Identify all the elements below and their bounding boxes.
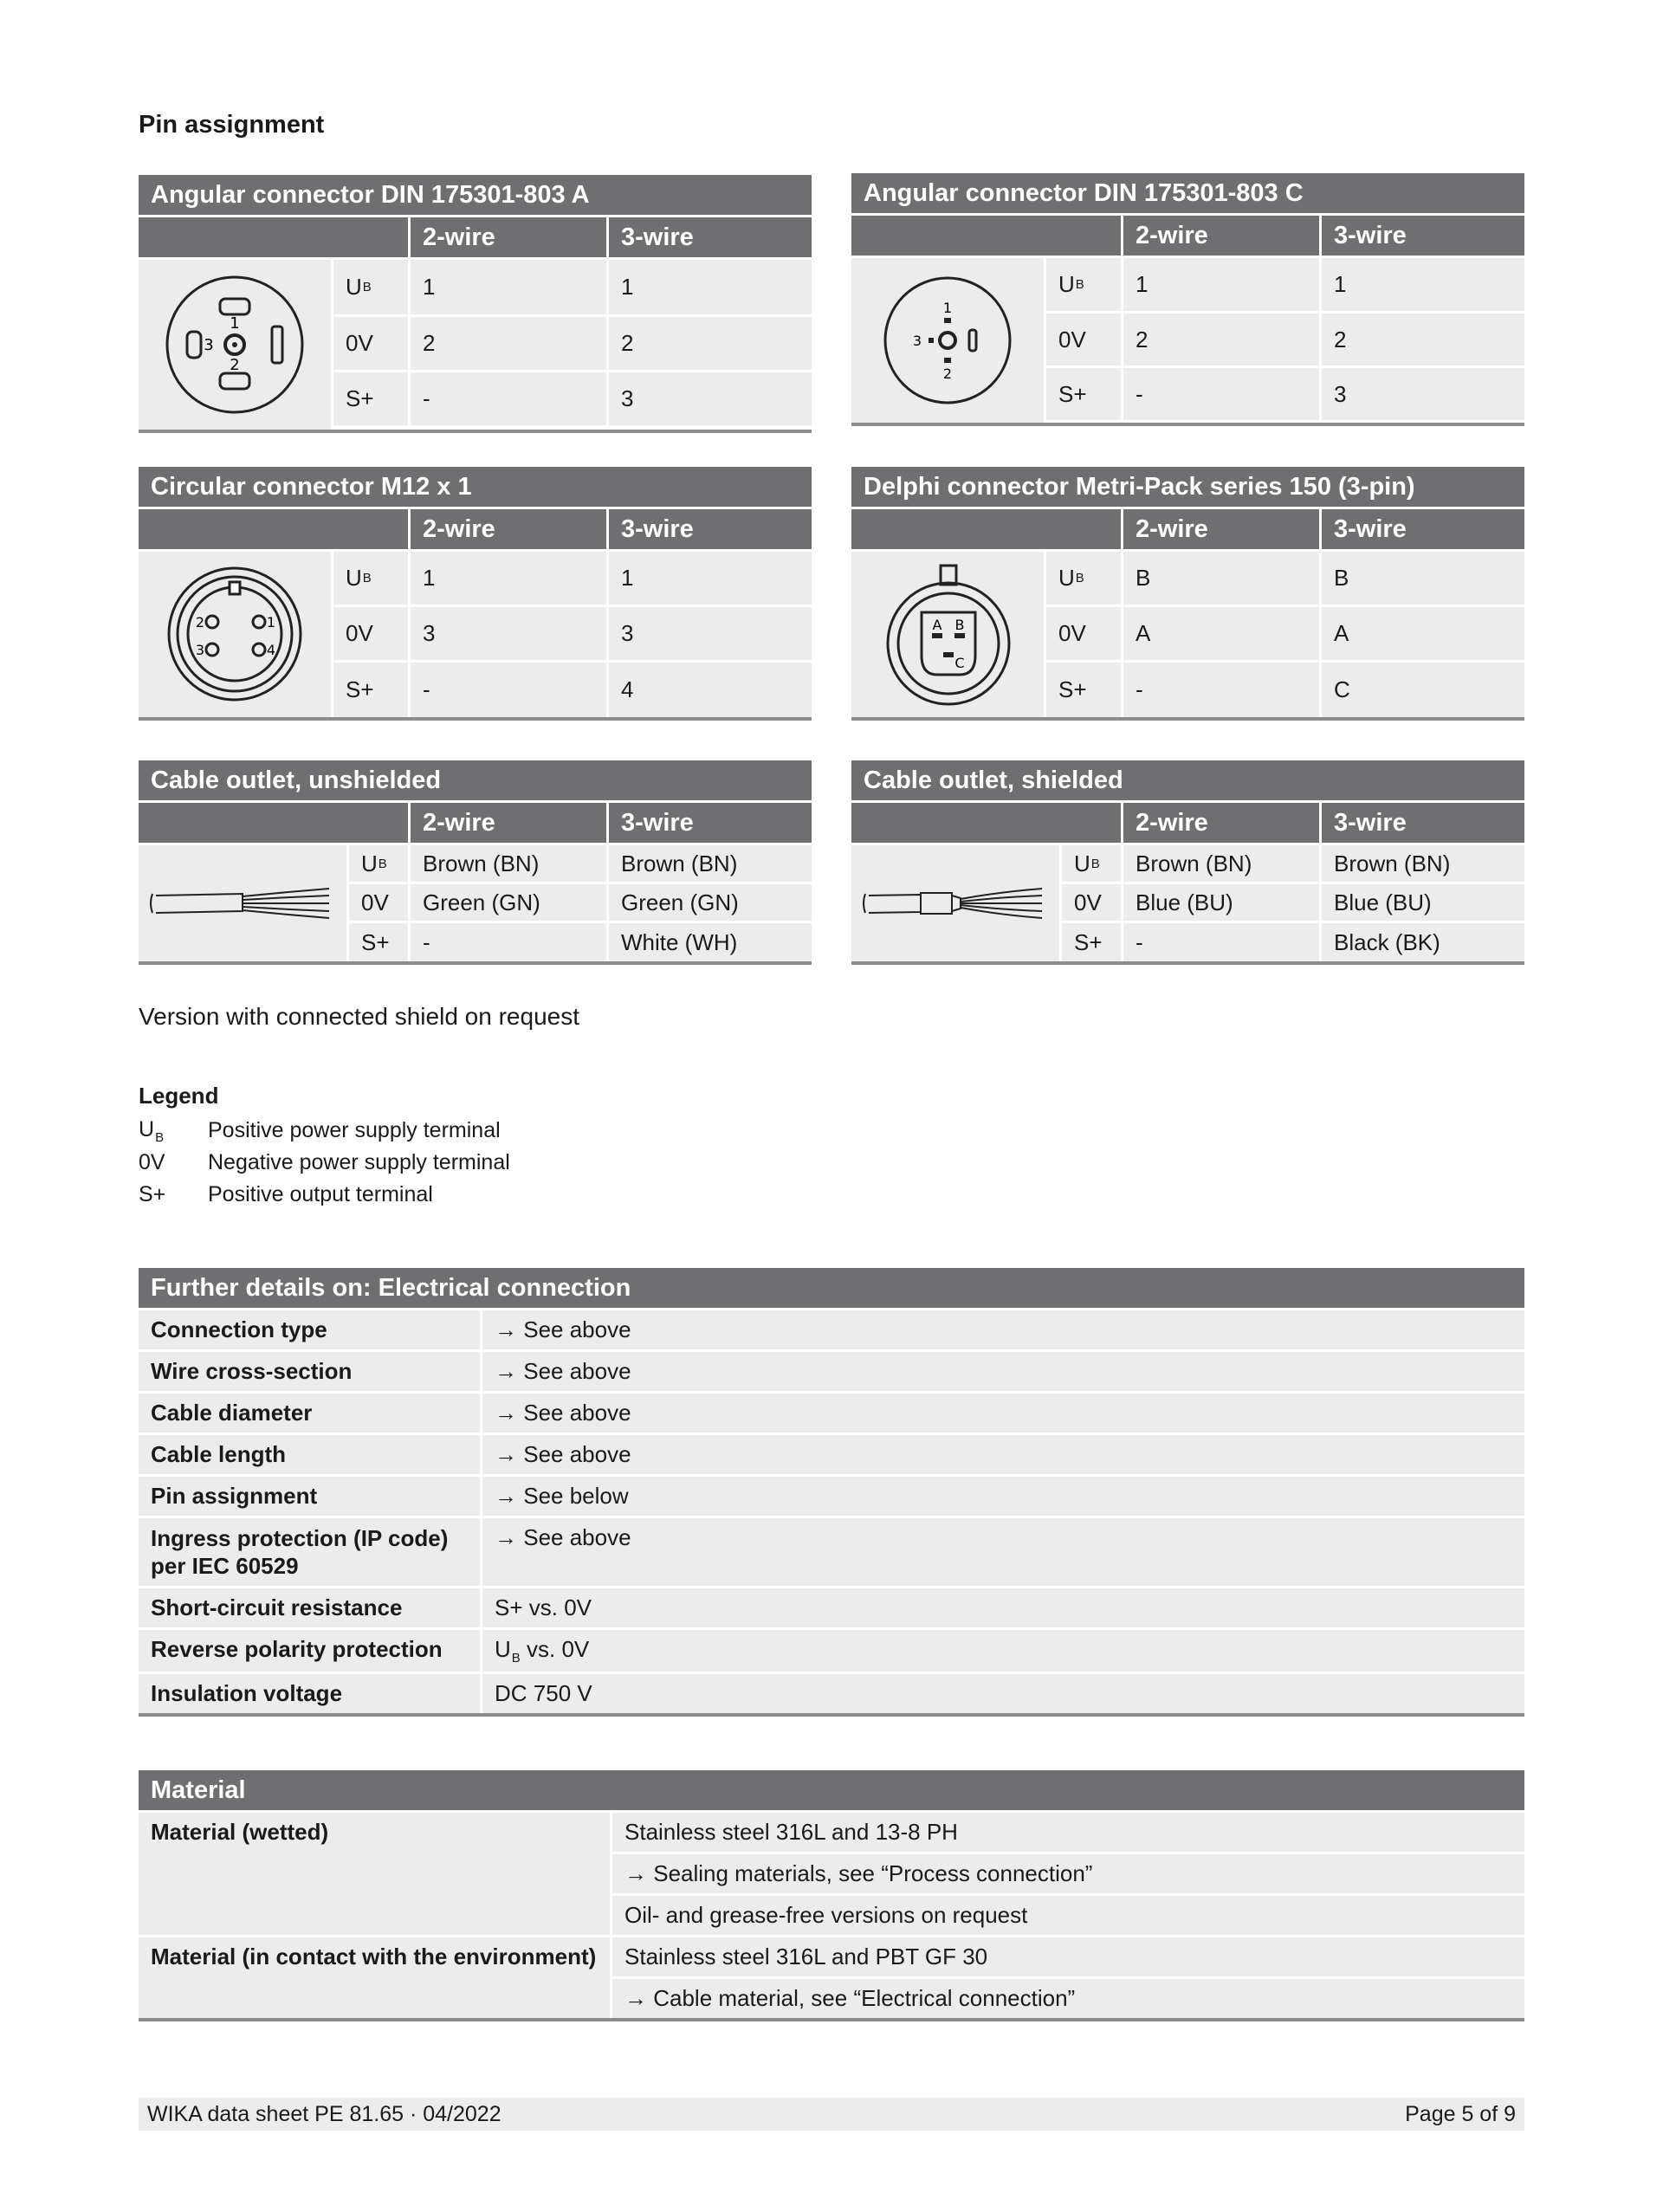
delphi-splus-2wire: -: [1123, 663, 1319, 717]
col-3wire: 3-wire: [609, 509, 812, 549]
sig-0v: 0V: [1046, 314, 1121, 365]
table-row: Pin assignment → See below: [139, 1477, 1524, 1516]
legend-item: S+ Positive output terminal: [139, 1182, 433, 1206]
cable-unshielded-0v-3wire: Green (GN): [609, 884, 812, 921]
din-c-0v-3wire: 2: [1322, 314, 1524, 365]
m12-0v-3wire: 3: [609, 607, 812, 660]
sig-ub: U B: [1046, 258, 1121, 311]
sig-splus: S+: [1046, 368, 1121, 420]
din-a-pin-3: 3: [204, 336, 214, 354]
footer-page-number: Page 5 of 9: [1405, 2101, 1516, 2126]
sig-0v: 0V: [333, 607, 408, 660]
table-row: Reverse polarity protection $U_B$ vs. 0V: [139, 1630, 1524, 1672]
material-table: [139, 1770, 1524, 2021]
din-a-splus-3wire: 3: [609, 372, 812, 425]
din-a-ub-3wire: 1: [609, 260, 812, 314]
cable-unshielded-splus-2wire: -: [411, 923, 606, 961]
din-c-ub-3wire: 1: [1322, 258, 1524, 311]
delphi-connector-image: [851, 552, 1044, 717]
m12-pin-1: 1: [266, 614, 275, 631]
col-2wire: 2-wire: [411, 217, 606, 257]
electrical-title: Further details on: Electrical connection: [139, 1268, 1524, 1308]
m12-ub-2wire: 1: [411, 552, 606, 605]
sig-0v: 0V: [1046, 607, 1121, 660]
col-3wire: 3-wire: [609, 217, 812, 257]
cable-shielded-splus-2wire: -: [1123, 923, 1319, 961]
col-2wire: 2-wire: [1123, 803, 1319, 843]
material-env-value: → Cable material, see “Electrical connection”: [612, 1979, 1524, 2018]
sig-0v: 0V: [349, 884, 408, 921]
m12-connector-image: [139, 552, 331, 717]
din-a-splus-2wire: -: [411, 372, 606, 425]
sig-ub: U B: [1062, 845, 1121, 882]
delphi-0v-3wire: A: [1322, 607, 1524, 660]
din-c-pin-2: 2: [942, 365, 953, 382]
din-c-splus-3wire: 3: [1322, 368, 1524, 420]
table-row: Wire cross-section → See above: [139, 1352, 1524, 1391]
din-c-table: [851, 173, 1524, 426]
cable-unshielded-table: [139, 760, 812, 965]
table-row: Short-circuit resistance S+ vs. 0V: [139, 1588, 1524, 1627]
footer: [139, 2098, 1524, 2131]
din-c-title: Angular connector DIN 175301-803 C: [851, 173, 1524, 213]
m12-0v-2wire: 3: [411, 607, 606, 660]
legend: [139, 1083, 510, 1211]
m12-pin-2: 2: [195, 614, 204, 631]
sig-ub: U B: [333, 552, 408, 605]
sig-splus: S+: [1046, 663, 1121, 717]
table-row: Ingress protection (IP code) per IEC 60529 → See above: [139, 1518, 1524, 1586]
table-row: Insulation voltage DC 750 V: [139, 1674, 1524, 1713]
cable-shielded-image: [851, 845, 1059, 961]
din-c-pin-3: 3: [912, 333, 922, 349]
sig-splus: S+: [349, 923, 408, 961]
table-row: Connection type → See above: [139, 1310, 1524, 1349]
sig-splus: S+: [1062, 923, 1121, 961]
shield-note: Version with connected shield on request: [139, 1003, 579, 1030]
delphi-pin-a: A: [932, 617, 942, 633]
din-a-0v-2wire: 2: [411, 317, 606, 370]
sig-ub: U B: [1046, 552, 1121, 605]
din-a-connector-image: [139, 260, 331, 430]
cable-unshielded-title: Cable outlet, unshielded: [139, 760, 812, 800]
din-c-ub-2wire: 1: [1123, 258, 1319, 311]
m12-pin-4: 4: [266, 642, 275, 658]
delphi-table: [851, 467, 1524, 721]
cable-unshielded-0v-2wire: Green (GN): [411, 884, 606, 921]
delphi-pin-c: C: [954, 655, 965, 671]
m12-pin-3: 3: [195, 642, 204, 658]
cable-shielded-0v-2wire: Blue (BU): [1123, 884, 1319, 921]
din-a-ub-2wire: 1: [411, 260, 606, 314]
m12-ub-3wire: 1: [609, 552, 812, 605]
cable-shielded-table: [851, 760, 1524, 965]
material-wetted-label: Material (wetted): [139, 1813, 610, 1935]
material-env-value: Stainless steel 316L and PBT GF 30: [612, 1937, 1524, 1976]
din-a-title: Angular connector DIN 175301-803 A: [139, 175, 812, 215]
col-2wire: 2-wire: [411, 803, 606, 843]
m12-splus-2wire: -: [411, 663, 606, 717]
cable-shielded-ub-3wire: Brown (BN): [1322, 845, 1524, 882]
col-3wire: 3-wire: [1322, 509, 1524, 549]
col-2wire: 2-wire: [411, 509, 606, 549]
din-c-pin-1: 1: [942, 300, 953, 316]
legend-title: Legend: [139, 1083, 219, 1109]
cable-unshielded-splus-3wire: White (WH): [609, 923, 812, 961]
sig-splus: S+: [333, 372, 408, 425]
din-c-connector-image: [851, 258, 1044, 423]
m12-splus-3wire: 4: [609, 663, 812, 717]
sig-ub: U B: [349, 845, 408, 882]
delphi-0v-2wire: A: [1123, 607, 1319, 660]
delphi-pin-b: B: [954, 617, 964, 633]
material-title: Material: [139, 1770, 1524, 1810]
delphi-ub-3wire: B: [1322, 552, 1524, 605]
din-a-0v-3wire: 2: [609, 317, 812, 370]
col-3wire: 3-wire: [1322, 216, 1524, 255]
col-3wire: 3-wire: [1322, 803, 1524, 843]
delphi-title: Delphi connector Metri-Pack series 150 (3-pin): [851, 467, 1524, 507]
delphi-ub-2wire: B: [1123, 552, 1319, 605]
cable-unshielded-image: [139, 845, 346, 961]
sig-splus: S+: [333, 663, 408, 717]
legend-item: 0V Negative power supply terminal: [139, 1150, 510, 1174]
din-a-pin-1: 1: [230, 314, 240, 333]
cable-unshielded-ub-2wire: Brown (BN): [411, 845, 606, 882]
cable-shielded-0v-3wire: Blue (BU): [1322, 884, 1524, 921]
material-wetted-value: Oil- and grease-free versions on request: [612, 1896, 1524, 1935]
col-2wire: 2-wire: [1123, 509, 1319, 549]
cable-unshielded-ub-3wire: Brown (BN): [609, 845, 812, 882]
col-2wire: 2-wire: [1123, 216, 1319, 255]
col-3wire: 3-wire: [609, 803, 812, 843]
m12-title: Circular connector M12 x 1: [139, 467, 812, 507]
cable-shielded-title: Cable outlet, shielded: [851, 760, 1524, 800]
legend-item: $U_B$ Positive power supply terminal: [139, 1116, 501, 1145]
din-a-table: [139, 175, 812, 433]
din-c-0v-2wire: 2: [1123, 314, 1319, 365]
din-c-splus-2wire: -: [1123, 368, 1319, 420]
footer-left: WIKA data sheet PE 81.65 · 04/2022: [147, 2101, 501, 2126]
sig-0v: 0V: [1062, 884, 1121, 921]
material-wetted-value: → Sealing materials, see “Process connection”: [612, 1854, 1524, 1893]
material-env-label: Material (in contact with the environment): [139, 1937, 610, 2018]
electrical-table: [139, 1268, 1524, 1717]
page-title: Pin assignment: [139, 111, 325, 139]
cable-shielded-splus-3wire: Black (BK): [1322, 923, 1524, 961]
din-a-pin-2: 2: [230, 356, 240, 374]
table-row: Cable diameter → See above: [139, 1394, 1524, 1433]
sig-ub: U B: [333, 260, 408, 314]
m12-table: [139, 467, 812, 721]
material-wetted-value: Stainless steel 316L and 13-8 PH: [612, 1813, 1524, 1852]
sig-0v: 0V: [333, 317, 408, 370]
cable-shielded-ub-2wire: Brown (BN): [1123, 845, 1319, 882]
table-row: Cable length → See above: [139, 1435, 1524, 1474]
delphi-splus-3wire: C: [1322, 663, 1524, 717]
